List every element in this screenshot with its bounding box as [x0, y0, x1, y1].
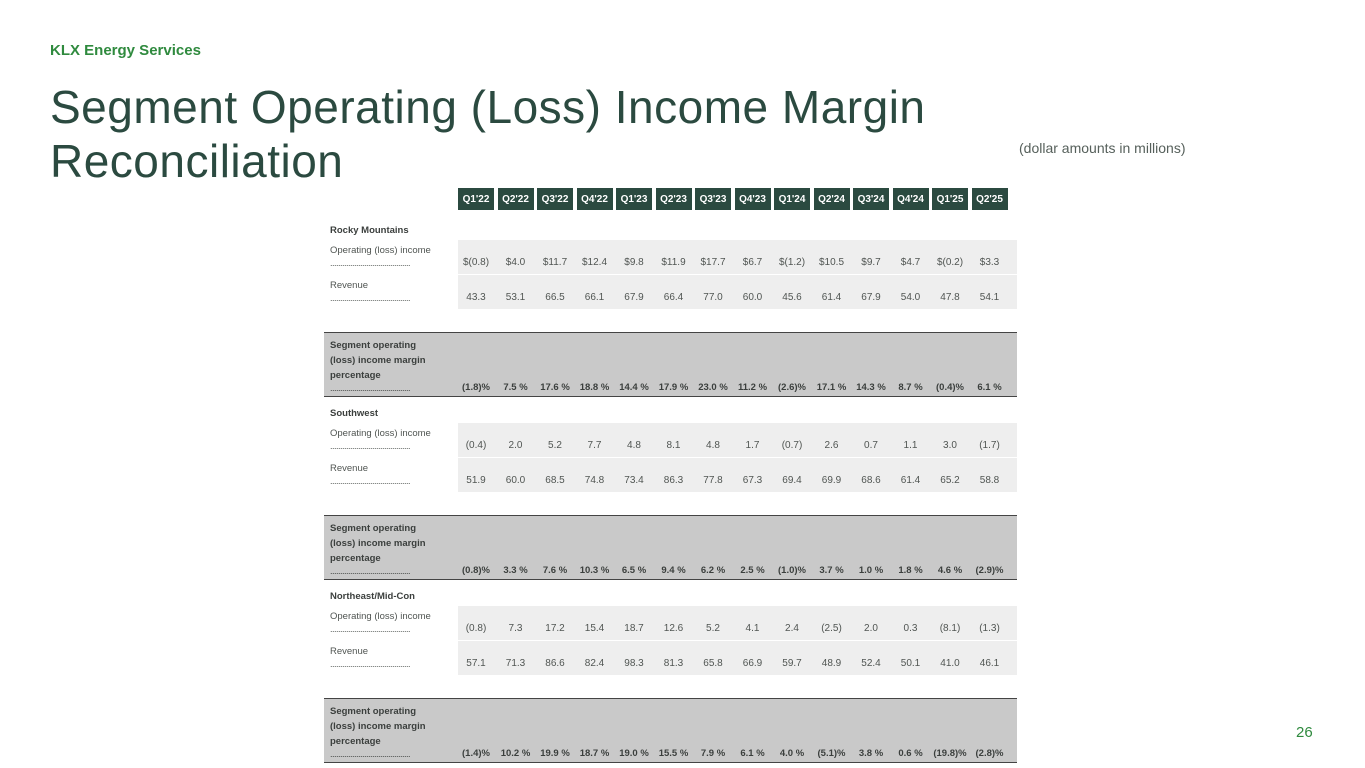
value-cell: 61.4 — [821, 292, 842, 303]
quarter-header: Q3'23 — [695, 188, 731, 210]
value-cell: $(1.2) — [778, 257, 806, 268]
margin-label-text: Segment operating (loss) income margin percentage — [330, 523, 426, 564]
value-cell: 2.6 — [824, 440, 839, 451]
leader-dots: ........................................ — [330, 566, 411, 576]
revenue-row — [324, 458, 1017, 493]
value-cell: 5.2 — [548, 440, 562, 451]
page-title — [50, 80, 926, 188]
quarter-header: Q4'22 — [577, 188, 613, 210]
row-label — [324, 240, 458, 274]
quarter-header: Q1'25 — [932, 188, 968, 210]
value-cell: $4.0 — [505, 257, 526, 268]
margin-cell: 2.5 % — [740, 565, 765, 576]
value-cell: 66.5 — [545, 292, 565, 303]
value-cell: 1.7 — [745, 440, 760, 451]
value-cell: 71.3 — [505, 658, 526, 669]
margin-label — [324, 516, 458, 579]
value-cell: (1.7) — [979, 440, 1000, 451]
value-cell: 17.2 — [545, 623, 565, 634]
quarter-header: Q4'24 — [893, 188, 929, 210]
value-cell: 57.1 — [466, 658, 486, 669]
margin-cell: 10.2 % — [500, 748, 531, 759]
value-cell: 86.3 — [663, 475, 684, 486]
row-values — [458, 641, 1017, 675]
value-cell: 50.1 — [900, 658, 921, 669]
value-cell: 77.8 — [703, 475, 723, 486]
margin-cell: 7.9 % — [700, 748, 726, 759]
margin-cell: (1.8)% — [462, 382, 490, 393]
margin-cell: 18.8 % — [579, 382, 610, 393]
value-cell: 2.0 — [864, 623, 878, 634]
value-cell: 18.7 — [624, 623, 644, 634]
revenue-row — [324, 641, 1017, 676]
value-cell: 43.3 — [466, 292, 486, 303]
value-cell: 2.0 — [508, 440, 523, 451]
margin-cell: 6.2 % — [700, 565, 726, 576]
operating-income-row — [324, 606, 1017, 641]
value-cell: 4.1 — [745, 623, 760, 634]
margin-cell: (19.8)% — [933, 748, 967, 759]
value-cell: 60.0 — [505, 475, 526, 486]
value-cell: $6.7 — [742, 257, 763, 268]
margin-cell: (5.1)% — [817, 748, 846, 759]
margin-label-text: Segment operating (loss) income margin percentage — [330, 706, 426, 747]
value-cell: 5.2 — [706, 623, 720, 634]
margin-cell: (2.6)% — [778, 382, 806, 393]
row-label-text: Revenue — [330, 280, 369, 291]
operating-income-row — [324, 240, 1017, 275]
row-values — [458, 606, 1017, 640]
value-cell: 67.9 — [624, 292, 644, 303]
value-cell: $4.7 — [900, 257, 921, 268]
margin-cell: 3.7 % — [819, 565, 844, 576]
margin-cell: 11.2 % — [737, 382, 768, 393]
title-line-1: Segment Operating (Loss) Income Margin — [50, 81, 926, 133]
margin-cell: 14.4 % — [619, 382, 649, 393]
row-values — [458, 275, 1017, 309]
value-cell: 68.6 — [861, 475, 881, 486]
row-label-text: Operating (loss) income — [330, 245, 431, 256]
quarter-header: Q4'23 — [735, 188, 771, 210]
value-cell: 48.9 — [821, 658, 842, 669]
leader-dots: ........................................ — [330, 624, 411, 634]
margin-cell: 8.7 % — [898, 382, 923, 393]
leader-dots: ........................................ — [330, 258, 411, 268]
operating-income-row — [324, 423, 1017, 458]
row-label-text: Operating (loss) income — [330, 611, 431, 622]
margin-label-text: Segment operating (loss) income margin percentage — [330, 340, 426, 381]
margin-cell: 1.8 % — [898, 565, 923, 576]
value-cell: 67.9 — [861, 292, 881, 303]
quarter-header: Q2'25 — [972, 188, 1008, 210]
value-cell: 45.6 — [782, 292, 802, 303]
leader-dots: ........................................ — [330, 441, 411, 451]
value-cell: 66.1 — [584, 292, 605, 303]
leader-dots: ........................................ — [330, 383, 411, 393]
value-cell: 46.1 — [979, 658, 1000, 669]
value-cell: 15.4 — [584, 623, 605, 634]
value-cell: 65.8 — [703, 658, 723, 669]
margin-cell: 17.6 % — [540, 382, 570, 393]
margin-cell: 3.8 % — [858, 748, 884, 759]
row-values — [458, 240, 1017, 274]
margin-cell: 19.0 % — [619, 748, 649, 759]
margin-label — [324, 333, 458, 396]
row-label — [324, 606, 458, 640]
quarter-header: Q2'23 — [656, 188, 692, 210]
margin-cell: 17.1 % — [816, 382, 847, 393]
value-cell: 69.4 — [782, 475, 802, 486]
margin-cell: 6.1 % — [977, 382, 1002, 393]
quarter-header: Q1'22 — [458, 188, 494, 210]
value-cell: (8.1) — [939, 623, 961, 634]
margin-cell: (2.8)% — [975, 748, 1004, 759]
row-values — [458, 458, 1017, 492]
value-cell: 77.0 — [703, 292, 723, 303]
margin-cell: 7.6 % — [542, 565, 568, 576]
value-cell: 7.3 — [508, 623, 523, 634]
margin-values — [458, 699, 1017, 762]
leader-dots: ........................................ — [330, 659, 411, 669]
value-cell: 4.8 — [627, 440, 641, 451]
quarter-header: Q1'24 — [774, 188, 810, 210]
value-cell: 74.8 — [584, 475, 605, 486]
value-cell: 41.0 — [940, 658, 960, 669]
value-cell: $9.7 — [861, 257, 881, 268]
quarter-header: Q2'22 — [498, 188, 534, 210]
value-cell: $(0.2) — [936, 257, 964, 268]
margin-cell: 6.5 % — [621, 565, 647, 576]
value-cell: $17.7 — [700, 257, 726, 268]
row-label-text: Operating (loss) income — [330, 428, 431, 439]
value-cell: 69.9 — [821, 475, 842, 486]
value-cell: 66.9 — [742, 658, 763, 669]
segment-name: Southwest — [330, 408, 379, 419]
margin-cell: 19.9 % — [540, 748, 570, 759]
value-cell: (0.7) — [781, 440, 803, 451]
row-label — [324, 423, 458, 457]
quarter-header: Q1'23 — [616, 188, 652, 210]
units-note: (dollar amounts in millions) — [1019, 140, 1186, 156]
value-cell: 0.7 — [864, 440, 878, 451]
margin-cell: (0.4)% — [936, 382, 964, 393]
margin-values — [458, 516, 1017, 579]
value-cell: 98.3 — [624, 658, 644, 669]
margin-cell: 7.5 % — [503, 382, 528, 393]
margin-cell: 4.0 % — [779, 748, 805, 759]
row-label — [324, 641, 458, 675]
value-cell: 1.1 — [903, 440, 918, 451]
value-cell: 65.2 — [940, 475, 960, 486]
value-cell: 52.4 — [861, 658, 881, 669]
value-cell: 8.1 — [666, 440, 681, 451]
margin-cell: (0.8)% — [462, 565, 490, 576]
quarter-header: Q3'24 — [853, 188, 889, 210]
value-cell: 67.3 — [742, 475, 763, 486]
leader-dots: ........................................ — [330, 749, 411, 759]
margin-cell: 18.7 % — [579, 748, 610, 759]
row-label-text: Revenue — [330, 646, 369, 657]
value-cell: 2.4 — [785, 623, 799, 634]
margin-cell: 0.6 % — [898, 748, 923, 759]
reconciliation-table — [324, 188, 1017, 763]
value-cell: 51.9 — [466, 475, 486, 486]
row-label-text: Revenue — [330, 463, 369, 474]
value-cell: $10.5 — [818, 257, 845, 268]
value-cell: 4.8 — [706, 440, 720, 451]
leader-dots: ........................................ — [330, 476, 411, 486]
value-cell: 58.8 — [979, 475, 1000, 486]
margin-cell: 15.5 % — [658, 748, 689, 759]
value-cell: 61.4 — [900, 475, 921, 486]
brand-name: KLX Energy Services — [50, 42, 201, 59]
value-cell: $11.7 — [542, 257, 568, 268]
value-cell: 47.8 — [940, 292, 960, 303]
quarter-header: Q2'24 — [814, 188, 850, 210]
row-label — [324, 458, 458, 492]
margin-label — [324, 699, 458, 762]
leader-dots: ........................................ — [330, 293, 411, 303]
revenue-row — [324, 275, 1017, 310]
margin-cell: 3.3 % — [503, 565, 528, 576]
quarter-header: Q3'22 — [537, 188, 573, 210]
margin-cell: 23.0 % — [698, 382, 728, 393]
value-cell: (1.3) — [979, 623, 1000, 634]
margin-cell: 10.3 % — [579, 565, 610, 576]
margin-cell: 17.9 % — [658, 382, 689, 393]
value-cell: 68.5 — [545, 475, 565, 486]
value-cell: 7.7 — [587, 440, 602, 451]
margin-cell: 4.6 % — [937, 565, 963, 576]
page-number: 26 — [1296, 724, 1313, 741]
value-cell: 81.3 — [663, 658, 684, 669]
value-cell: $3.3 — [979, 257, 1000, 268]
segment-name: Rocky Mountains — [330, 225, 409, 236]
value-cell: $9.8 — [624, 257, 644, 268]
row-values — [458, 423, 1017, 457]
margin-cell: 6.1 % — [740, 748, 765, 759]
value-cell: 73.4 — [624, 475, 644, 486]
margin-row — [324, 332, 1017, 397]
quarter-header-row — [458, 188, 1017, 210]
value-cell: (2.5) — [821, 623, 842, 634]
margin-values — [458, 333, 1017, 396]
value-cell: 82.4 — [584, 658, 605, 669]
row-label — [324, 275, 458, 309]
value-cell: 3.0 — [943, 440, 957, 451]
value-cell: 66.4 — [663, 292, 684, 303]
margin-cell: 14.3 % — [856, 382, 886, 393]
segment-name: Northeast/Mid-Con — [330, 591, 415, 602]
value-cell: 59.7 — [782, 658, 802, 669]
margin-row — [324, 698, 1017, 763]
value-cell: 60.0 — [742, 292, 763, 303]
margin-cell: 1.0 % — [858, 565, 884, 576]
margin-cell: 9.4 % — [661, 565, 686, 576]
value-cell: 53.1 — [505, 292, 526, 303]
value-cell: 54.0 — [900, 292, 921, 303]
value-cell: (0.4) — [465, 440, 487, 451]
value-cell: 0.3 — [903, 623, 918, 634]
value-cell: 54.1 — [979, 292, 1000, 303]
margin-cell: (1.4)% — [462, 748, 490, 759]
value-cell: $12.4 — [581, 257, 608, 268]
margin-row — [324, 515, 1017, 580]
margin-cell: (1.0)% — [778, 565, 806, 576]
value-cell: (0.8) — [465, 623, 487, 634]
value-cell: 86.6 — [545, 658, 565, 669]
value-cell: $11.9 — [661, 257, 686, 268]
title-line-2: Reconciliation — [50, 135, 344, 187]
value-cell: $(0.8) — [462, 257, 490, 268]
value-cell: 12.6 — [663, 623, 684, 634]
margin-cell: (2.9)% — [975, 565, 1004, 576]
